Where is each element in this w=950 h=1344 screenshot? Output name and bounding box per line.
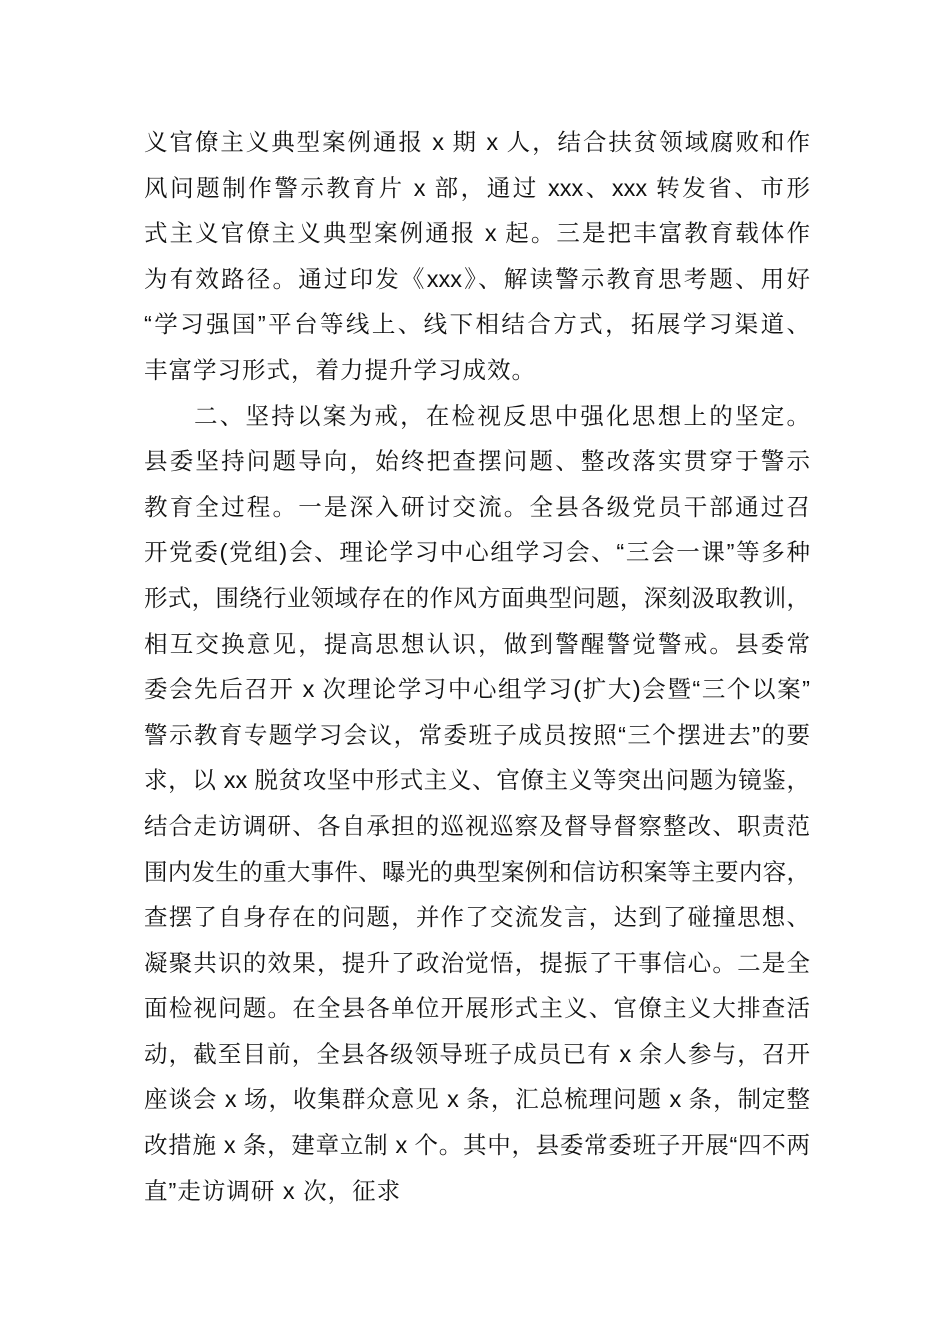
text-line: 县委坚持问题导向，始终把查摆问题、整改落实贯穿于警示 xyxy=(144,448,810,475)
text-line: 式主义官僚主义典型案例通报 x 起。三是把丰富教育载体作 xyxy=(144,220,810,247)
text-line: 座谈会 x 场，收集群众意见 x 条，汇总梳理问题 x 条，制定整 xyxy=(144,1086,810,1113)
document-text-block xyxy=(144,120,810,1214)
text-line: 二、坚持以案为戒，在检视反思中强化思想上的坚定。 xyxy=(194,402,810,429)
text-line: 义官僚主义典型案例通报 x 期 x 人，结合扶贫领域腐败和作 xyxy=(144,129,810,155)
text-line: 求，以 xx 脱贫攻坚中形式主义、官僚主义等突出问题为镜鉴， xyxy=(144,767,810,794)
text-line: 直”走访调研 x 次，征求 xyxy=(144,1177,402,1204)
text-line: 形式，围绕行业领域存在的作风方面典型问题，深刻汲取教训， xyxy=(144,584,810,611)
text-line: 丰富学习形式，着力提升学习成效。 xyxy=(144,356,536,383)
text-line: 凝聚共识的效果，提升了政治觉悟，提振了干事信心。二是全 xyxy=(144,949,810,976)
text-line: 动，截至目前，全县各级领导班子成员已有 x 余人参与，召开 xyxy=(144,1040,810,1067)
text-line: 改措施 x 条，建章立制 x 个。其中，县委常委班子开展“四不两 xyxy=(144,1132,810,1159)
text-line: 为有效路径。通过印发《xxx》、解读警示教育思考题、用好 xyxy=(144,265,810,292)
text-line: 风问题制作警示教育片 x 部，通过 xxx、xxx 转发省、市形 xyxy=(144,174,810,201)
text-line: 面检视问题。在全县各单位开展形式主义、官僚主义大排查活 xyxy=(144,995,810,1022)
text-line: 委会先后召开 x 次理论学习中心组学习(扩大)会暨“三个以案” xyxy=(144,676,810,703)
text-line: 警示教育专题学习会议，常委班子成员按照“三个摆进去”的要 xyxy=(144,721,810,748)
text-line: 教育全过程。一是深入研讨交流。全县各级党员干部通过召 xyxy=(144,493,810,520)
text-line: 结合走访调研、各自承担的巡视巡察及督导督察整改、职责范 xyxy=(144,812,810,839)
text-line: “学习强国”平台等线上、线下相结合方式，拓展学习渠道、 xyxy=(144,311,810,338)
text-line: 相互交换意见，提高思想认识，做到警醒警觉警戒。县委常 xyxy=(144,630,810,657)
text-line: 围内发生的重大事件、曝光的典型案例和信访积案等主要内容， xyxy=(144,858,810,885)
text-line: 开党委(党组)会、理论学习中心组学习会、“三会一课”等多种 xyxy=(144,539,810,566)
text-line: 查摆了自身存在的问题，并作了交流发言，达到了碰撞思想、 xyxy=(144,904,810,931)
